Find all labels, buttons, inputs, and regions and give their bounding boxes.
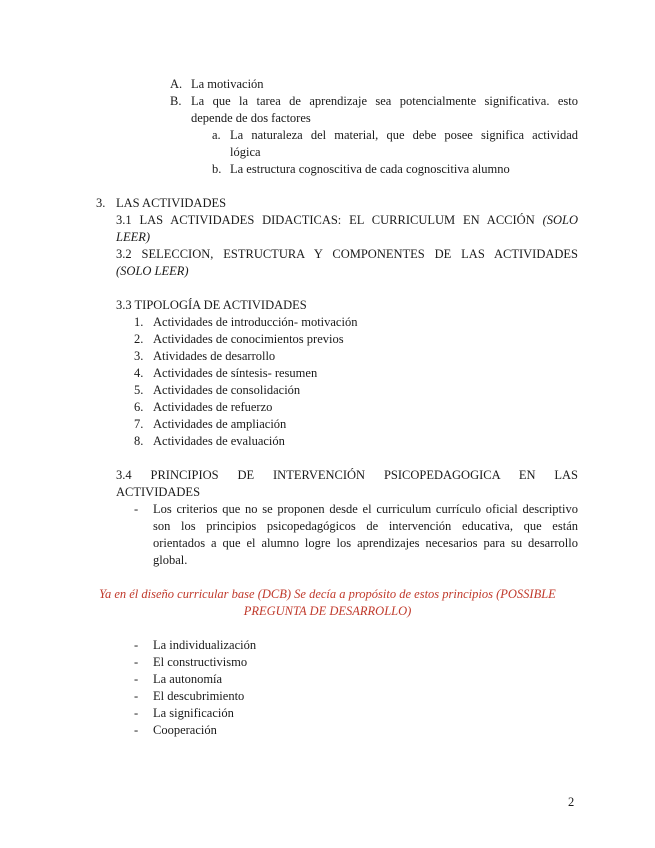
factor-b-text: La estructura cognoscitiva de cada cognoscitiva alumno (230, 162, 510, 176)
list-item-marker: - (134, 706, 139, 720)
item-b-line2: depende de dos factores (191, 111, 311, 125)
list-item: La individualización (153, 638, 257, 652)
factor-b-marker: b. (212, 162, 222, 176)
list-item-marker: 3. (134, 349, 144, 363)
sub34-line1: 3.4 PRINCIPIOS DE INTERVENCIÓN PSICOPEDAGOGICA EN LAS (116, 468, 578, 482)
criteria-line1: Los criterios que no se proponen desde el curriculum currículo oficial descriptivo (153, 502, 578, 516)
factor-a-line2: lógica (230, 145, 261, 159)
list-item-marker: 2. (134, 332, 144, 346)
item-b-line1: La que la tarea de aprendizaje sea potencialmente significativa. esto (191, 94, 578, 108)
sub32-line2: (SOLO LEER) (116, 264, 189, 278)
item-a-text: La motivación (191, 77, 264, 91)
criteria-marker: - (134, 502, 139, 516)
list-item: Actividades de conocimientos previos (153, 332, 344, 346)
list-item-marker: 8. (134, 434, 144, 448)
list-item-marker: - (134, 638, 139, 652)
criteria-line3: orientados a que el alumno logre los aprendizajes necesarios para su desarrollo (153, 536, 578, 550)
list-item: Actividades de evaluación (153, 434, 285, 448)
item-b-marker: B. (170, 94, 182, 108)
list-item: Actividades de síntesis- resumen (153, 366, 318, 380)
list-item: Actividades de consolidación (153, 383, 301, 397)
list-item: Atividades de desarrollo (153, 349, 276, 363)
list-item: El constructivismo (153, 655, 248, 669)
list-item: El descubrimiento (153, 689, 245, 703)
sub31-line2: LEER) (116, 230, 151, 244)
page-number: 2 (568, 795, 575, 809)
list-item: Actividades de introducción- motivación (153, 315, 358, 329)
list-item: La autonomía (153, 672, 223, 686)
list-item-marker: - (134, 723, 139, 737)
list-item-marker: 4. (134, 366, 144, 380)
criteria-line2: son los principios psicopedagógicos de intervención educativa, que están (153, 519, 578, 533)
dcb-note-line1: Ya en él diseño curricular base (DCB) Se decía a propósito de estos principios (POSSIBLE (99, 587, 556, 601)
sub32-line1: 3.2 SELECCION, ESTRUCTURA Y COMPONENTES DE LAS ACTIVIDADES (116, 247, 578, 261)
section3-marker: 3. (96, 196, 106, 210)
sub34-line2: ACTIVIDADES (116, 485, 201, 499)
list-item-marker: 5. (134, 383, 144, 397)
criteria-line4: global. (153, 553, 188, 567)
list-item: Cooperación (153, 723, 217, 737)
list-item: La significación (153, 706, 234, 720)
list-item: Actividades de refuerzo (153, 400, 273, 414)
factor-a-marker: a. (212, 128, 221, 142)
list-item: Actividades de ampliación (153, 417, 287, 431)
list-item-marker: - (134, 655, 139, 669)
factor-a-line1: La naturaleza del material, que debe posee significa actividad (230, 128, 578, 142)
dcb-note-line2: PREGUNTA DE DESARROLLO) (243, 604, 412, 618)
list-item-marker: 1. (134, 315, 144, 329)
sub31-line1: 3.1 LAS ACTIVIDADES DIDACTICAS: EL CURRICULUM EN ACCIÓN (SOLO (116, 213, 578, 227)
sub33-title: 3.3 TIPOLOGÍA DE ACTIVIDADES (116, 298, 307, 312)
list-item-marker: - (134, 672, 139, 686)
list-item-marker: 7. (134, 417, 144, 431)
item-a-marker: A. (170, 77, 183, 91)
list-item-marker: - (134, 689, 139, 703)
list-item-marker: 6. (134, 400, 144, 414)
section3-title: LAS ACTIVIDADES (116, 196, 227, 210)
